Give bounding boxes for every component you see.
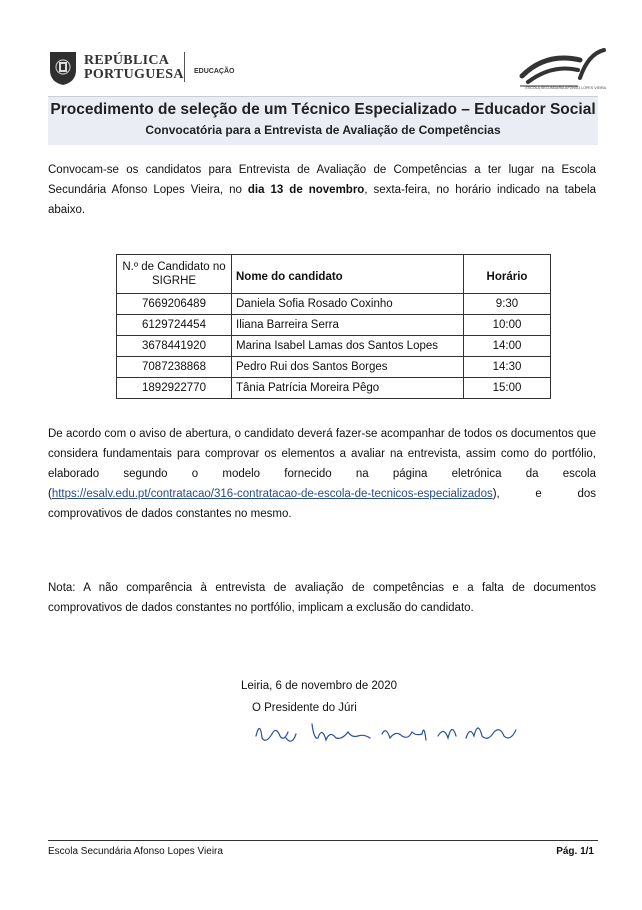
country-line2: PORTUGUESA (84, 67, 184, 82)
candidate-time: 10:00 (464, 315, 551, 336)
document-subtitle: Convocatória para a Entrevista de Avaliação de Competências (145, 123, 501, 137)
candidate-name: Pedro Rui dos Santos Borges (232, 357, 464, 378)
candidates-table (116, 254, 551, 399)
candidate-number: 6129724454 (117, 315, 232, 336)
candidate-time: 14:00 (464, 336, 551, 357)
table-header-row (117, 255, 551, 294)
intro-paragraph (48, 160, 596, 220)
place-and-date: Leiria, 6 de novembro de 2020 (241, 680, 397, 692)
candidate-time: 14:30 (464, 357, 551, 378)
notice-text-after: ), e dos comprovativos de dados constantes no mesmo. (48, 488, 596, 520)
header-time: Horário (464, 255, 551, 294)
jury-president-label: O Presidente do Júri (252, 702, 357, 714)
header-candidate-name: Nome do candidato (232, 255, 464, 294)
document-title: Procedimento de seleção de um Técnico Especializado – Educador Social (50, 101, 596, 118)
candidate-name: Daniela Sofia Rosado Coxinho (232, 294, 464, 315)
candidate-number: 1892922770 (117, 378, 232, 399)
interview-date: dia 13 de novembro (247, 184, 365, 196)
footer-rule (48, 840, 598, 841)
candidate-name: Tânia Patrícia Moreira Pêgo (232, 378, 464, 399)
coat-of-arms-icon (48, 50, 78, 86)
document-header (48, 46, 608, 90)
candidate-number: 7087238868 (117, 357, 232, 378)
table-row (117, 378, 551, 399)
header-candidate-number: N.º de Candidato no SIGRHE (117, 255, 232, 294)
candidate-name: Marina Isabel Lamas dos Santos Lopes (232, 336, 464, 357)
table-row (117, 357, 551, 378)
school-website-link[interactable]: https://esalv.edu.pt/contratacao/316-contratacao-de-escola-de-tecnicos-especializados (51, 488, 493, 500)
school-logo-caption: ESCOLA SECUNDÁRIA AFONSO LOPES VIEIRA (525, 86, 606, 90)
candidate-name: Iliana Barreira Serra (232, 315, 464, 336)
republic-wordmark (84, 54, 184, 82)
page-number: Pág. 1/1 (556, 846, 594, 857)
ministry-label: EDUCAÇÃO (194, 68, 235, 75)
table-row (117, 336, 551, 357)
notice-paragraph (48, 424, 596, 524)
footer-school-name: Escola Secundária Afonso Lopes Vieira (48, 846, 223, 857)
note-paragraph: Nota: A não comparência à entrevista de avaliação de competências e a falta de documentos comprovativos de dados constantes no portfólio, implicam a exclusão do candidato. (48, 582, 596, 614)
school-logo-icon (518, 46, 608, 90)
intro-text-after: , sexta-feira, no horário indicado na tabela abaixo. (48, 184, 596, 216)
candidate-number: 7669206489 (117, 294, 232, 315)
country-line1: REPÚBLICA (84, 53, 170, 68)
notice-text-before: De acordo com o aviso de abertura, o candidato deverá fazer-se acompanhar de todos os documentos que considera fundamentais para comprovar os elementos a avaliar na entrevista, assim como do portfólio, elaborado segundo o modelo fornecido na página eletrónica da escola ( (48, 428, 596, 500)
intro-text-before: Convocam-se os candidatos para Entrevista de Avaliação de Competências a ter lugar na Escola Secundária Afonso Lopes Vieira, no (48, 164, 596, 196)
candidate-number: 3678441920 (117, 336, 232, 357)
table-row (117, 315, 551, 336)
header-divider (184, 52, 185, 82)
handwritten-signature (252, 716, 522, 748)
title-box (48, 96, 598, 145)
table-row (117, 294, 551, 315)
candidate-time: 9:30 (464, 294, 551, 315)
candidate-time: 15:00 (464, 378, 551, 399)
